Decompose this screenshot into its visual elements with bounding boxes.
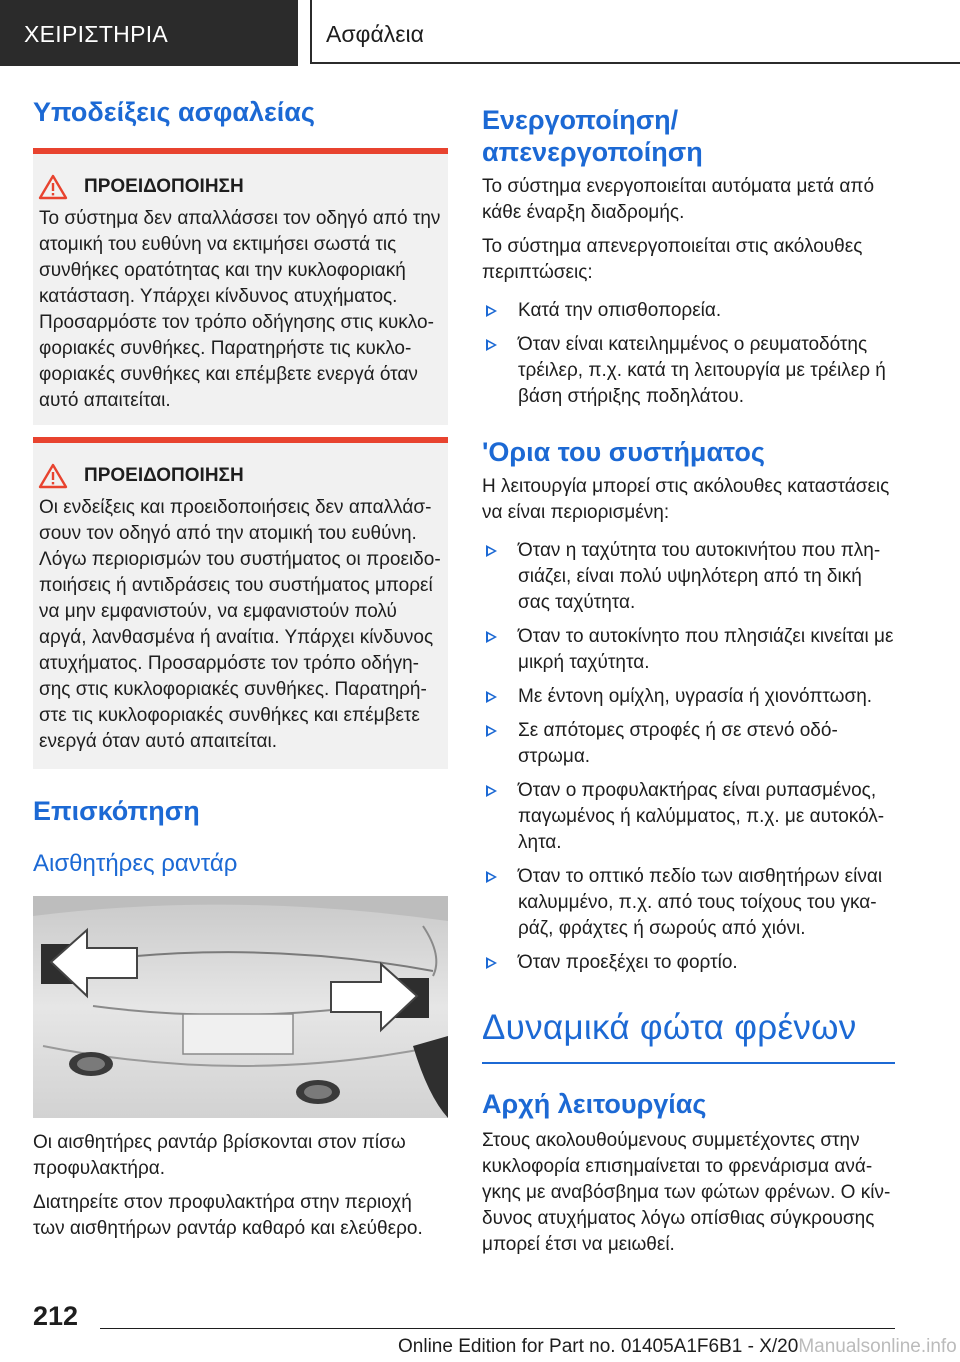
activation-paragraph-1: Το σύστημα ενεργοποιείται αυτόματα μετά από κάθε έναρξη διαδρομής. [482,176,875,223]
list-item: Κατά την οπισθοπορεία. [482,298,895,324]
edition-note [398,1333,958,1361]
watermark-text: Manualsonline.info [798,1336,957,1357]
overview-title: Επισκόπηση [33,796,200,826]
page-header [0,0,960,66]
activation-title: Ενεργοποίηση/απενεργοποίηση [482,105,703,167]
radar-paragraph-2: Διατηρείτε στον προφυλακτήρα στην περιοχή των αισθητήρων ραντάρ καθαρό και ελεύθερο. [33,1192,423,1239]
warning-triangle-icon [38,463,68,489]
warning-label: ΠΡΟΕΙΔΟΠΟΙΗΣΗ [84,465,244,486]
list-item: Με έντονη ομίχλη, υγρασία ή χιονόπτωση. [482,684,895,710]
warning-heading [38,174,448,200]
triangle-bullet-icon [486,725,497,737]
list-item: Όταν ο προφυλακτήρας είναι ρυπασμένος, παγωμένος ή καλύμματος, π.χ. με αυτοκόλλητα. [482,778,895,856]
warning-label: ΠΡΟΕΙΔΟΠΟΙΗΣΗ [84,176,244,197]
system-limits-title: 'Ορια του συστήματος [482,437,765,467]
chapter-rule [482,1062,895,1064]
warning-triangle-icon [38,174,68,200]
limits-list [482,538,895,976]
triangle-bullet-icon [486,305,497,317]
triangle-bullet-icon [486,339,497,351]
left-column [33,96,448,1242]
section-tab: Ασφάλεια [310,0,960,64]
warning-heading [38,463,448,489]
principle-title: Αρχή λειτουργίας [482,1089,707,1119]
safety-notes-title: Υποδείξεις ασφαλείας [33,97,315,127]
list-item: Σε απότομες στροφές ή σε στενό οδόστρωμα. [482,718,895,770]
principle-paragraph: Στους ακολουθούμενους συμμετέχοντες στην κυκλοφορία επισημαίνεται το φρενάρισμα ανάγκης με αναβόσβημα των φώτων φρένων. Ο κίνδυνος ατυχήματος λόγω οπίσθιας σύγκρουσης μπορεί έτσι να μειωθεί. [482,1130,891,1255]
radar-sensors-title: Αισθητήρες ραντάρ [33,850,238,877]
chapter-tab: ΧΕΙΡΙΣΤΗΡΙΑ [0,0,298,66]
triangle-bullet-icon [486,871,497,883]
edition-text: Online Edition for Part no. 01405A1F6B1 - X/20 [398,1336,799,1357]
page-number: 212 [33,1301,79,1331]
warning-box-1 [33,148,448,425]
activation-paragraph-2: Το σύστημα απενεργοποιείται στις ακόλουθες περιπτώσεις: [482,236,863,283]
list-item: Όταν είναι κατειλημμένος ο ρευματοδότης τρέιλερ, π.χ. κατά τη λειτουργία με τρέιλερ ή βάση στήριξης ποδηλάτου. [482,332,895,410]
right-column [482,104,895,1258]
triangle-bullet-icon [486,785,497,797]
dynamic-brake-lights-title: Δυναμικά φώτα φρένων [482,1008,857,1047]
warning-text: Το σύστημα δεν απαλλάσσει τον οδηγό από την ατομική του ευθύνη να εκτιμήσει σωστά τις συνθήκες ορατότητας και την κυκλοφοριακή κατάσταση. Υπάρχει κίνδυνος ατυχήματος. Προσαρμόστε τον τρόπο οδήγησης στις κυκλοφοριακές συνθήκες. Παρατηρήστε τις κυκλοφοριακές συνθήκες και επέμβετε ενεργά όταν αυτό απαιτείται. [39,208,441,411]
list-item: Όταν το οπτικό πεδίο των αισθητήρων είναι καλυμμένο, π.χ. από τους τοίχους του γκαράζ, φράχτες ή σωρούς από χιόνι. [482,864,895,942]
triangle-bullet-icon [486,957,497,969]
triangle-bullet-icon [486,545,497,557]
list-item: Όταν προεξέχει το φορτίο. [482,950,895,976]
triangle-bullet-icon [486,691,497,703]
footer-rule [100,1328,895,1329]
limits-paragraph: Η λειτουργία μπορεί στις ακόλουθες καταστάσεις να είναι περιορισμένη: [482,476,890,523]
rear-bumper-radar-illustration [33,896,448,1118]
list-item: Όταν η ταχύτητα του αυτοκινήτου που πλησιάζει, είναι πολύ υψηλότερη από τη δική σας ταχύτητα. [482,538,895,616]
warning-box-2 [33,437,448,769]
radar-paragraph-1: Οι αισθητήρες ραντάρ βρίσκονται στον πίσω προφυλακτήρα. [33,1132,406,1179]
triangle-bullet-icon [486,631,497,643]
deactivation-list [482,298,895,410]
list-item: Όταν το αυτοκίνητο που πλησιάζει κινείται με μικρή ταχύτητα. [482,624,895,676]
warning-text: Οι ενδείξεις και προειδοποιήσεις δεν απαλλάσσουν τον οδηγό από την ατομική του ευθύνη. Λόγω περιορισμών του συστήματος οι προειδοποιήσεις ή αντιδράσεις του συστήματος μπορεί να μην εμφανιστούν, να εμφανιστούν πολύ αργά, λανθασμένα ή αναίτια. Υπάρχει κίνδυνος ατυχήματος. Προσαρμόστε τον τρόπο οδήγησης στις κυκλοφοριακές συνθήκες. Παρατηρήστε τις κυκλοφοριακές συνθήκες και επέμβετε ενεργά όταν αυτό απαιτείται. [39,497,441,752]
